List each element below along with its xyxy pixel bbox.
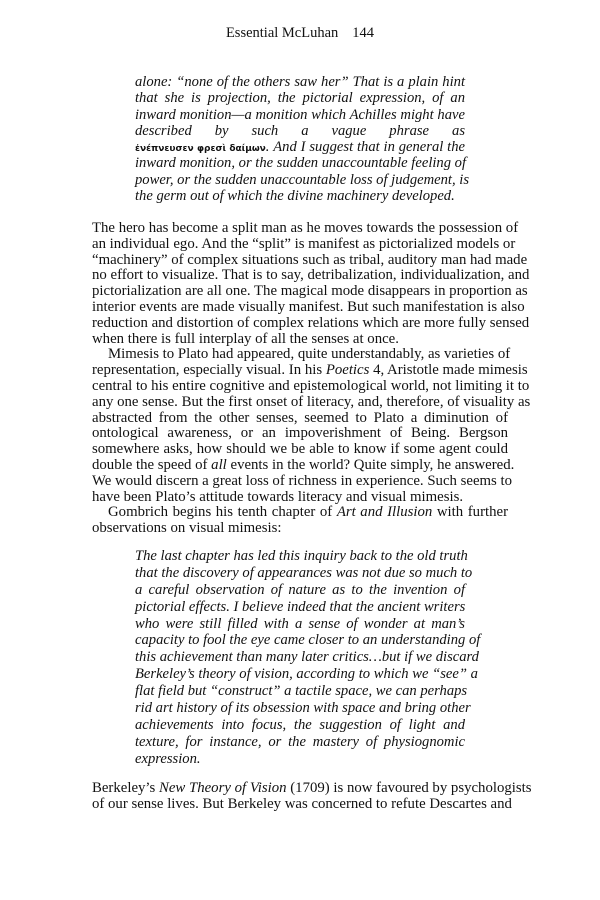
text-segment: of our sense lives. But Berkeley was concerned to refute Descartes and — [92, 795, 512, 812]
italic-text: Art and Illusion — [336, 504, 433, 521]
text-segment: (1709) is now favoured by psychologists — [286, 780, 532, 796]
text-line — [135, 683, 468, 700]
text-segment: described by such a vague phrase as — [135, 122, 465, 139]
text-segment: expression. — [135, 750, 201, 767]
text-line — [92, 521, 508, 537]
body-text-main — [92, 220, 531, 537]
text-segment: . And I suggest that in general the — [265, 139, 465, 156]
text-line — [92, 411, 508, 427]
text-line — [92, 780, 532, 797]
text-line — [135, 188, 465, 204]
text-segment: The last chapter has led this inquiry back to the old truth — [135, 548, 468, 564]
text-line — [135, 666, 478, 683]
text-line — [92, 505, 508, 521]
book-title: Essential McLuhan — [225, 25, 339, 41]
block-quote-iliad — [135, 74, 470, 205]
text-line — [135, 139, 465, 155]
text-line — [135, 171, 470, 188]
text-line — [135, 717, 465, 734]
text-segment: abstracted from the other senses, seemed to Plato a diminution of — [92, 409, 508, 426]
text-line — [135, 123, 465, 139]
greek-phrase: ἐνέπνευσεν φρεσὶ δαίμων — [135, 144, 266, 155]
text-line — [92, 235, 516, 253]
text-line — [92, 314, 530, 332]
body-text-berkeley — [92, 780, 532, 813]
text-segment: the germ out of which the divine machinery developed. — [135, 188, 455, 205]
text-line — [135, 649, 479, 666]
italic-text: New Theory of Vision — [158, 780, 287, 796]
text-segment: central to his entire cognitive and epistemological world, not limiting it to — [92, 377, 530, 394]
text-segment: pictorialization are all one. The magical mode disappears in proportion as — [92, 283, 528, 300]
text-line — [135, 599, 465, 616]
text-segment: an individual ego. And the “split” is manifest as pictorialized models or — [92, 235, 516, 252]
text-line — [92, 267, 530, 284]
text-segment: The hero has become a split man as he moves towards the possession of — [92, 220, 519, 236]
text-segment: rid art history of its obsession with space and bring other — [135, 700, 471, 717]
text-line — [135, 155, 465, 171]
italic-text: all — [211, 456, 227, 473]
text-line — [135, 582, 465, 599]
text-line — [135, 90, 465, 106]
text-segment: reduction and distortion of complex relations which are more fully sensed — [92, 314, 530, 331]
text-line — [135, 548, 468, 565]
text-segment: interior events are made visually manifest. But such manifestation is also — [92, 298, 525, 315]
text-segment: Berkeley’s — [92, 780, 159, 796]
text-segment: texture, for instance, or the mastery of physiognomic — [135, 733, 465, 750]
text-segment: alone: “none of the others saw her” That is a plain hint — [135, 74, 465, 90]
text-segment: when there is full interplay of all the senses at once. — [92, 330, 399, 347]
text-segment: power, or the sudden unaccountable loss of judgement, is — [135, 171, 470, 188]
text-line — [135, 564, 473, 582]
text-line — [92, 283, 528, 300]
text-segment: with further — [432, 504, 509, 521]
text-segment: 4, Aristotle made mimesis — [369, 362, 528, 379]
text-line — [135, 616, 465, 633]
text-segment: double the speed of — [92, 456, 212, 473]
text-line — [92, 456, 515, 474]
text-line — [135, 734, 465, 751]
text-segment: Berkeley’s theory of vision, according to which we “see” a — [135, 666, 478, 683]
running-header — [0, 25, 600, 42]
text-segment: that the discovery of appearances was not due so much to — [135, 564, 473, 581]
text-segment: achievements into focus, the suggestion of light and — [135, 716, 465, 733]
text-segment: pictorial effects. I believe indeed that the ancient writers — [135, 598, 466, 615]
text-line — [92, 332, 508, 348]
text-line — [135, 700, 471, 717]
text-line — [92, 393, 531, 411]
block-quote-gombrich — [135, 548, 481, 768]
text-segment: that she is projection, the pictorial expression, of an — [135, 90, 465, 107]
text-segment: a careful observation of nature as to the invention of — [135, 581, 465, 598]
text-line — [92, 298, 525, 316]
text-segment: ontological awareness, or an impoverishment of Being. Bergson — [92, 425, 508, 442]
italic-text: Poetics — [325, 362, 370, 379]
text-line — [92, 220, 519, 237]
text-segment: any one sense. But the first onset of literacy, and, therefore, of visuality as — [92, 393, 531, 410]
text-segment: “machinery” of complex situations such as tribal, auditory man had made — [92, 251, 528, 268]
text-segment: Gombrich begins his tenth chapter of — [108, 504, 337, 521]
text-segment: no effort to visualize. That is to say, detribalization, individualization, and — [92, 267, 530, 284]
text-line — [92, 251, 528, 269]
text-segment: events in the world? Quite simply, he answered. — [226, 456, 515, 473]
text-line — [135, 751, 465, 768]
text-line — [92, 377, 530, 395]
text-line — [135, 632, 481, 649]
text-segment: have been Plato’s attitude towards literacy and visual mimesis. — [92, 488, 464, 505]
text-line — [92, 362, 528, 379]
text-segment: capacity to fool the eye came closer to an understanding of — [135, 632, 481, 649]
page-number: 144 — [352, 25, 375, 41]
text-segment: representation, especially visual. In his — [92, 362, 326, 379]
text-line — [92, 442, 508, 458]
text-segment: inward monition—a monition which Achilles might have — [135, 106, 465, 123]
text-line — [135, 74, 465, 90]
text-line — [92, 472, 512, 490]
text-segment: flat field but “construct” a tactile space, we can perhaps — [135, 683, 468, 700]
text-segment: observations on visual mimesis: — [92, 520, 282, 537]
text-segment: somewhere asks, how should we be able to know if some agent could — [92, 441, 508, 458]
text-line — [92, 490, 508, 506]
text-line — [135, 107, 465, 123]
text-segment: this achievement than many later critics…but if we discard — [135, 649, 479, 666]
text-line — [92, 346, 511, 363]
text-line — [92, 426, 508, 442]
text-segment: who were still filled with a sense of wonder at man’s — [135, 615, 465, 632]
text-segment: inward monition, or the sudden unaccountable feeling of — [135, 155, 467, 172]
text-line — [92, 795, 512, 813]
text-segment: Mimesis to Plato had appeared, quite understandably, as varieties of — [108, 346, 511, 363]
text-segment: We would discern a great loss of richness in experience. Such seems to — [92, 472, 512, 489]
